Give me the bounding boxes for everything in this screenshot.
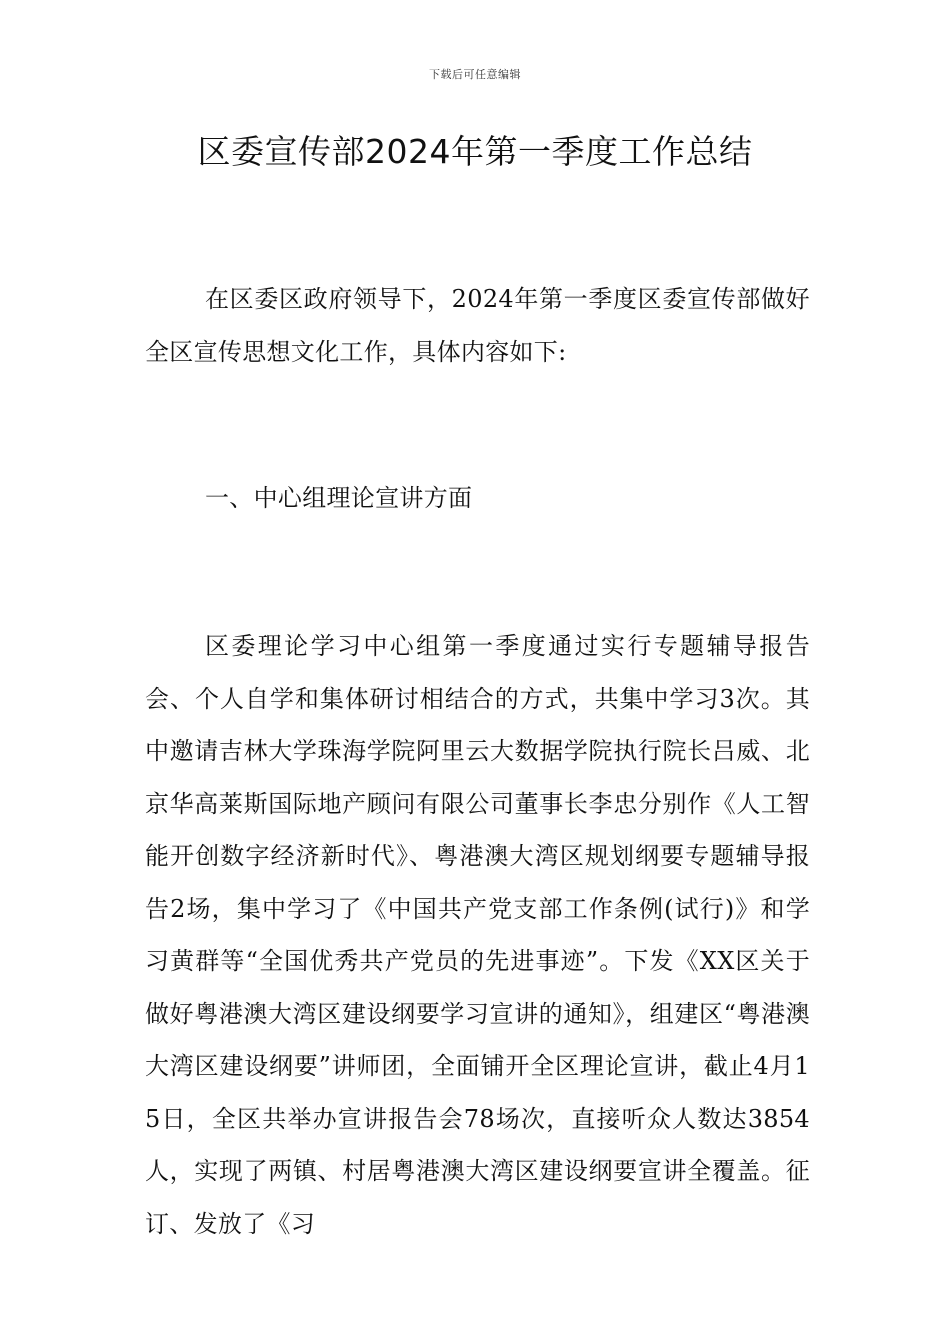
section-body-paragraph: 区委理论学习中心组第一季度通过实行专题辅导报告会、个人自学和集体研讨相结合的方式，共集中学习3次。其中邀请吉林大学珠海学院阿里云大数据学院执行院长吕威、北京华高莱斯国际地产顾问有限公司董事长李忠分别作《人工智能开创数字经济新时代》、粤港澳大湾区规划纲要专题辅导报告2场，集中学习了《中国共产党支部工作条例(试行)》和学习黄群等“全国优秀共产党员的先进事迹”。下发《XX区关于做好粤港澳大湾区建设纲要学习宣讲的通知》，组建区“粤港澳大湾区建设纲要”讲师团，全面铺开全区理论宣讲，截止4月15日，全区共举办宣讲报告会78场次，直接听众人数达3854人，实现了两镇、村居粤港澳大湾区建设纲要宣讲全覆盖。征订、发放了《习 bbox=[145, 632, 810, 1238]
section-heading: 一、中心组理论宣讲方面 bbox=[205, 484, 473, 512]
intro-paragraph: 在区委区政府领导下，2024年第一季度区委宣传部做好全区宣传思想文化工作，具体内容如下: bbox=[145, 285, 810, 366]
header-note: 下载后可任意编辑 bbox=[429, 68, 521, 81]
document-title: 区委宣传部2024年第一季度工作总结 bbox=[197, 132, 753, 171]
